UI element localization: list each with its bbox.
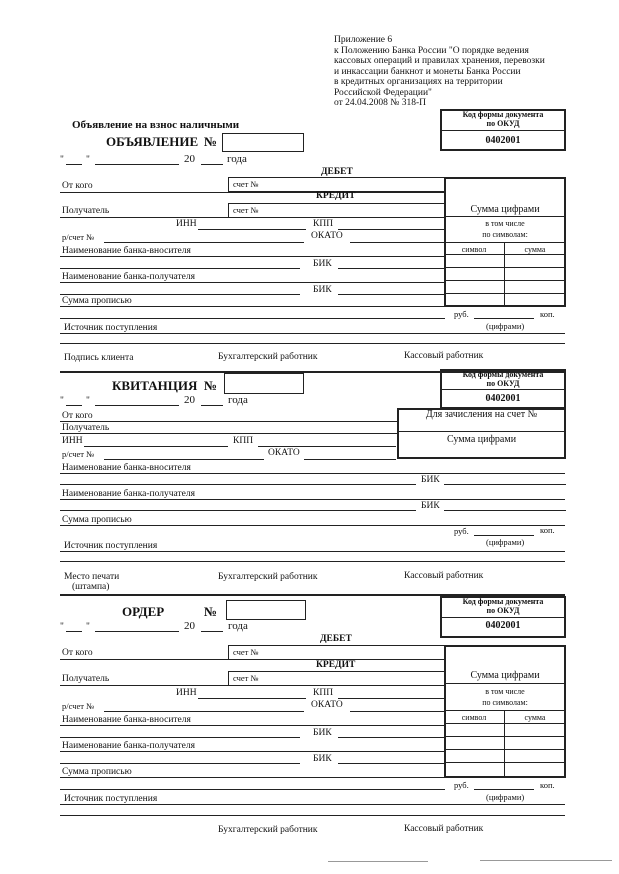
- okud-code: 0402001: [485, 620, 521, 631]
- kredit-label: КРЕДИТ: [316, 191, 356, 201]
- kredit-account-field[interactable]: [228, 671, 445, 686]
- appendix-line: кассовых операций и правилах хранения, перевозки: [334, 56, 545, 66]
- okud-label: по ОКУД: [486, 119, 520, 128]
- form-title: Объявление на взнос наличными: [72, 119, 240, 131]
- stamp-place-label: Место печати: [64, 572, 120, 582]
- appendix-line: к Положению Банка России "О порядке ведения: [334, 45, 529, 56]
- appendix-line: в кредитных организациях на территории: [334, 77, 503, 87]
- section-title: КВИТАНЦИЯ: [112, 378, 198, 393]
- number-sign: №: [204, 134, 218, 149]
- debet-account-field[interactable]: [228, 645, 445, 660]
- document-number-field[interactable]: [226, 600, 306, 620]
- debet-account-field[interactable]: [228, 177, 445, 192]
- appendix-line: и инкассации банкнот и монеты Банка России: [334, 66, 521, 77]
- client-signature-label: Подпись клиента: [64, 353, 134, 363]
- appendix-line: от 24.04.2008 № 318-П: [334, 98, 426, 108]
- section-title: ОРДЕР: [122, 604, 165, 619]
- okud-code: 0402001: [485, 393, 521, 404]
- appendix-line: Российской Федерации": [334, 87, 432, 98]
- appendix-reference: [334, 35, 604, 109]
- okud-code: 0402001: [485, 135, 521, 146]
- section-title: ОБЪЯВЛЕНИЕ: [106, 134, 199, 149]
- appendix-line: Приложение 6: [334, 35, 393, 45]
- debet-label: ДЕБЕТ: [321, 167, 353, 177]
- kredit-account-field[interactable]: [228, 203, 445, 218]
- document-number-field[interactable]: [222, 133, 304, 152]
- document-number-field[interactable]: [224, 373, 304, 394]
- okud-label: Код формы документа: [462, 110, 544, 119]
